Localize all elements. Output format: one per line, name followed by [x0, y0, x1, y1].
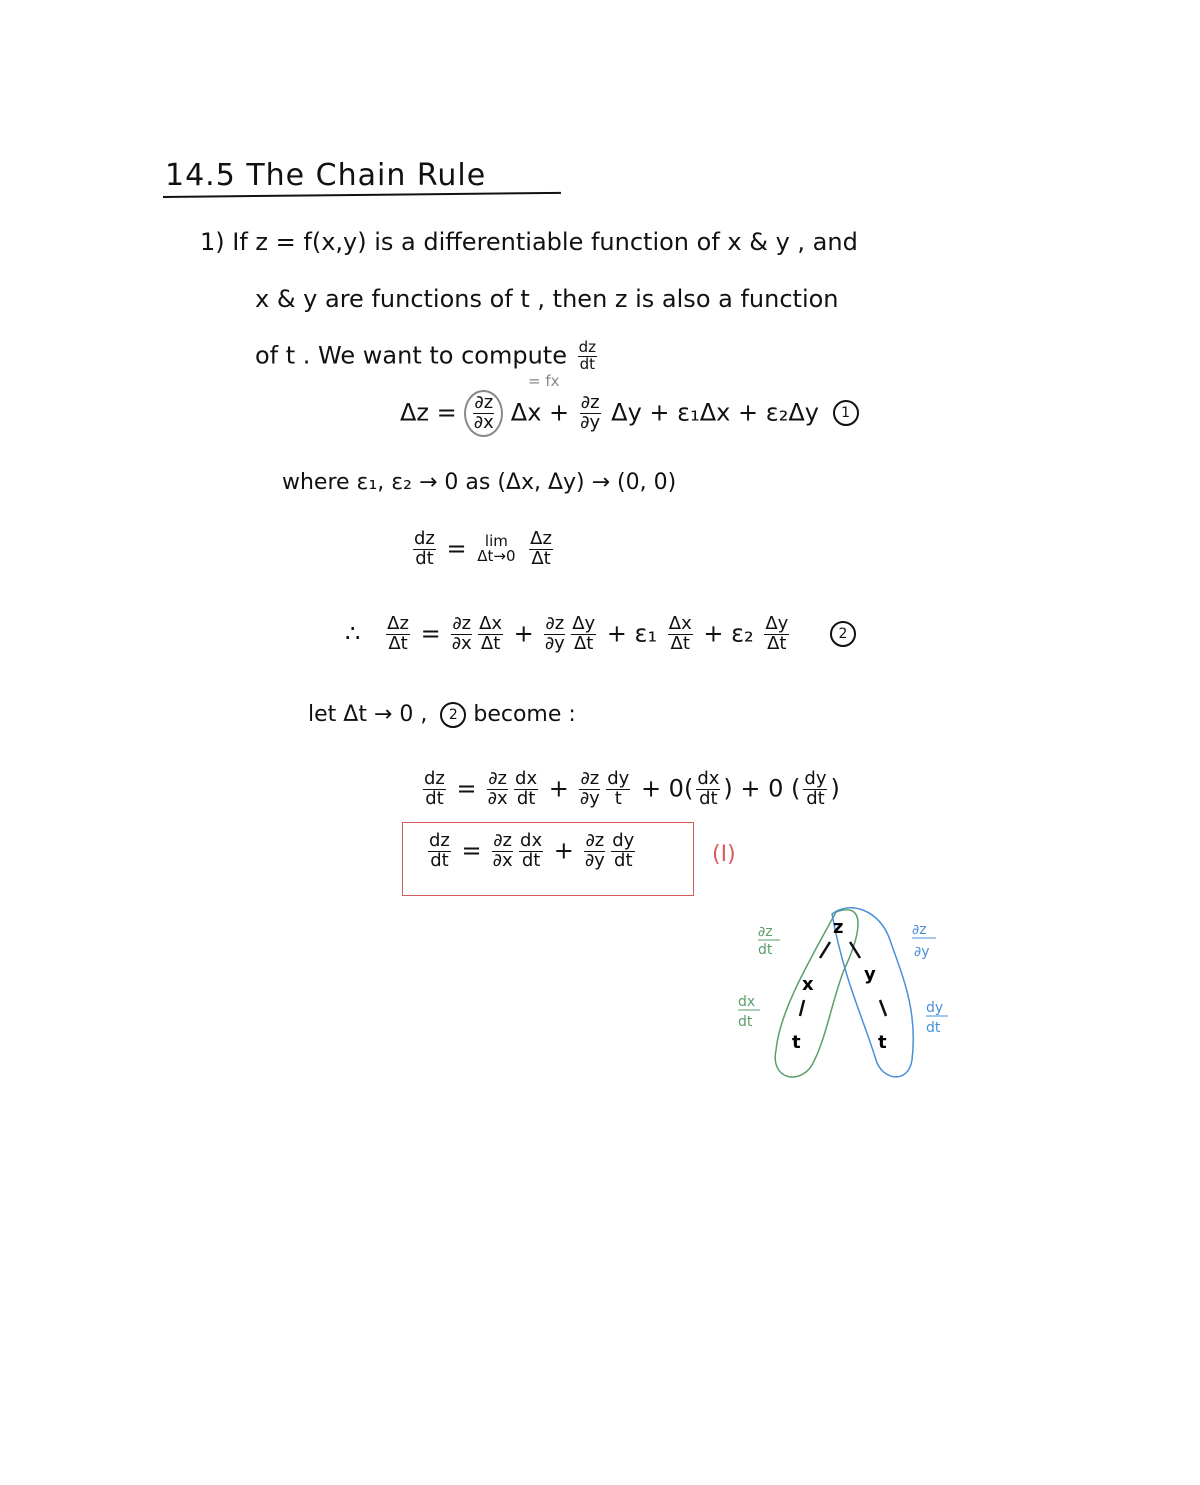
statement-line-2: x & y are functions of t , then z is also a function — [255, 285, 839, 313]
chain-rule-formula: $\frac{dz}{dt}$ = $\frac{\partial z}{\partial x}$ $\frac{dx}{dt}$ + $\frac{\partial z}{\partial y}$ $\frac{dy}{dt}$ — [429, 830, 635, 871]
label-dx-dt-den: dt — [738, 1014, 753, 1030]
node-y: y — [864, 964, 876, 985]
formula-label: (I) — [712, 842, 736, 867]
where-clause: where ε₁, ε₂ → 0 as (Δx, Δy) → (0, 0) — [282, 470, 677, 495]
equation-2: ∴ $\frac{\Delta z}{\Delta t}$ = $\frac{\partial z}{\partial x}$ $\frac{\Delta x}{\Delta t}$ + $\frac{\partial z}{\partial y}$ $\frac{\Delta y}{\Delta t}$ + ε₁ $\frac{\Delta x}{\Delta t}$ + ε₂ $\frac{\Delta y}{\Delta t}$ 2 — [345, 615, 856, 654]
statement-line-1: 1) If z = f(x,y) is a differentiable function of x & y , and — [200, 228, 858, 256]
limit-result: $\frac{dz}{dt}$ = $\frac{\partial z}{\partial x}$ $\frac{dx}{dt}$ + $\frac{\partial z}{\partial y}$ $\frac{dy}{t}$ + 0( $\frac{dx}{dt}$ ) + 0 ( $\frac{dy}{dt}$ ) — [424, 768, 840, 809]
page-title: 14.5 The Chain Rule — [165, 158, 487, 193]
node-t-left: t — [792, 1032, 801, 1053]
partial-z-x-circled: $\frac{\partial z}{\partial x}$ — [464, 390, 503, 437]
node-t-right: t — [878, 1032, 887, 1053]
node-x: x — [802, 974, 814, 995]
label-dz-dy-den: ∂y — [914, 944, 930, 960]
label-dz-dy-num: ∂z — [912, 922, 927, 938]
statement-line-3-text: of t . We want to compute — [255, 341, 567, 370]
fx-note: = fx — [528, 372, 560, 390]
let-line: let Δt → 0 , 2 become : — [308, 702, 576, 727]
limit-definition: $\frac{dz}{dt}$ = lim Δt→0 $\frac{\Delta z}{\Delta t}$ — [414, 528, 552, 569]
tree-diagram — [740, 900, 970, 1090]
statement-line-3 — [255, 340, 600, 373]
label-dz-dt-den: dt — [758, 942, 773, 958]
node-z: z — [833, 917, 844, 938]
left-branch-loop — [775, 910, 858, 1077]
right-branch-loop — [832, 908, 913, 1077]
therefore-symbol: ∴ — [345, 619, 361, 648]
label-dy-dt-num: dy — [926, 1000, 944, 1016]
label-dz-dt-num: ∂z — [758, 924, 773, 940]
equation-marker-1: 1 — [833, 400, 859, 426]
fraction-dz-dt: $\frac{dz}{dt}$ — [578, 338, 597, 373]
equation-1: Δz = $\frac{\partial z}{\partial x}$ Δx + $\frac{\partial z}{\partial y}$ Δy + ε₁Δx + ε₂Δy 1 — [400, 390, 859, 437]
edge-y-t — [880, 1000, 886, 1016]
edge-x-t — [800, 1000, 804, 1016]
edge-z-x — [820, 942, 830, 958]
label-dx-dt-num: dx — [738, 994, 756, 1010]
edge-z-y — [850, 942, 860, 958]
equation-marker-2: 2 — [830, 621, 856, 647]
label-dy-dt-den: dt — [926, 1020, 941, 1036]
